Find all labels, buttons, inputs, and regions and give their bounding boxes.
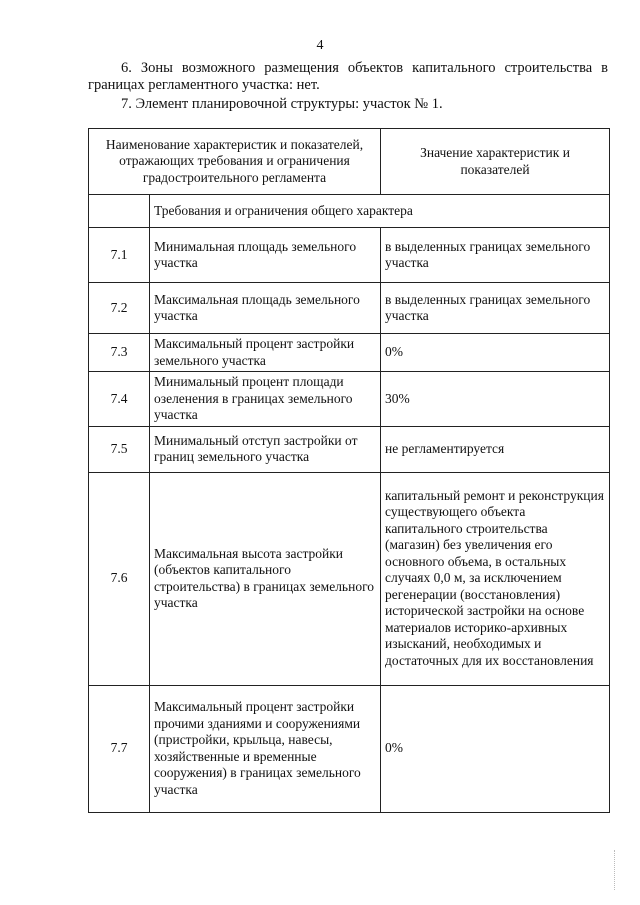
header-value-cell: Значение характеристик и показателей [381,129,610,195]
row-name-cell: Минимальная площадь земельного участка [150,228,381,283]
row-value-cell: в выделенных границах земельного участка [381,283,610,334]
row-value-cell: капитальный ремонт и реконструкция существующего объекта капитального строительства (магазин) без увеличения его основного объема, в остальных случаях 0,0 м, за исключением регенерации (восстановления) исторической застройки на основе материалов историко-архивных изысканий, необходимых и достаточных для их восстановления [381,472,610,685]
table-row [89,685,610,812]
row-number-cell: 7.2 [89,283,150,334]
page-number: 4 [316,38,324,53]
row-number-cell: 7.3 [89,334,150,372]
table-row [89,228,610,283]
general-section-cell: Требования и ограничения общего характера [150,195,610,228]
row-name-cell: Максимальная площадь земельного участка [150,283,381,334]
row-value-cell: 0% [381,334,610,372]
table-row [89,334,610,372]
row-number-cell [89,195,150,228]
row-name-cell: Максимальный процент застройки прочими зданиями и сооружениями (пристройки, крыльца, навесы, хозяйственные и временные сооружения) в границах земельного участка [150,685,381,812]
table-header-row [89,129,610,195]
header-name-cell: Наименование характеристик и показателей, отражающих требования и ограничения градостроительного регламента [89,129,381,195]
row-value-cell: не регламентируется [381,426,610,472]
table-row [89,472,610,685]
row-number-cell: 7.1 [89,228,150,283]
paragraph-6: 6. Зоны возможного размещения объектов капитального строительства в границах регламентного участка: нет. [88,60,608,93]
table-row [89,195,610,228]
regulations-table [88,128,610,813]
row-number-cell: 7.6 [89,472,150,685]
row-number-cell: 7.5 [89,426,150,472]
paragraph-7: 7. Элемент планировочной структуры: участок № 1. [121,96,443,112]
row-value-cell: 30% [381,372,610,427]
row-value-cell: 0% [381,685,610,812]
row-name-cell: Минимальный процент площади озеленения в границах земельного участка [150,372,381,427]
row-name-cell: Максимальный процент застройки земельного участка [150,334,381,372]
row-name-cell: Максимальная высота застройки (объектов капитального строительства) в границах земельного участка [150,472,381,685]
row-name-cell: Минимальный отступ застройки от границ земельного участка [150,426,381,472]
table-row [89,372,610,427]
row-value-cell: в выделенных границах земельного участка [381,228,610,283]
row-number-cell: 7.7 [89,685,150,812]
row-number-cell: 7.4 [89,372,150,427]
scan-artifact [614,850,618,890]
table-row [89,426,610,472]
table-row [89,283,610,334]
